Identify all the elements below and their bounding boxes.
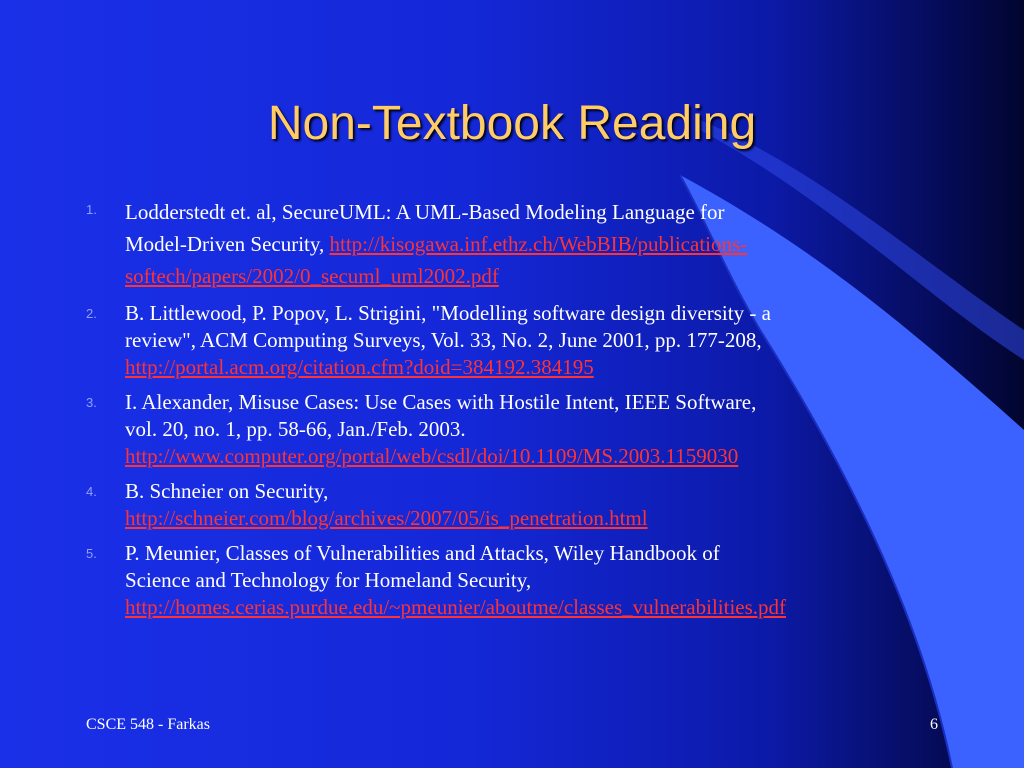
reference-link[interactable]: softech/papers/2002/0_secuml_uml2002.pdf	[125, 264, 499, 288]
reference-link[interactable]: http://schneier.com/blog/archives/2007/05/is_penetration.html	[125, 506, 648, 530]
reference-number: 5.	[86, 546, 97, 561]
reference-text: B. Littlewood, P. Popov, L. Strigini, "Modelling software design diversity - a	[125, 301, 771, 325]
reference-item	[86, 300, 916, 381]
reference-text: I. Alexander, Misuse Cases: Use Cases with Hostile Intent, IEEE Software,	[125, 390, 757, 414]
reference-number: 3.	[86, 395, 97, 410]
reference-text: P. Meunier, Classes of Vulnerabilities and Attacks, Wiley Handbook of	[125, 541, 720, 565]
slide-number: 6	[930, 716, 938, 733]
reference-item	[86, 389, 916, 470]
reference-text: Lodderstedt et. al, SecureUML: A UML-Based Modeling Language for	[125, 200, 725, 224]
reference-item	[86, 540, 916, 621]
reference-item	[86, 478, 916, 532]
reference-text: Model-Driven Security,	[125, 232, 330, 256]
reference-item	[86, 196, 916, 292]
slide-title: Non-Textbook Reading	[267, 97, 757, 150]
reference-text: vol. 20, no. 1, pp. 58-66, Jan./Feb. 2003.	[125, 417, 466, 441]
footer-course-label: CSCE 548 - Farkas	[86, 716, 210, 733]
reference-number: 1.	[86, 202, 97, 217]
reference-link[interactable]: http://kisogawa.inf.ethz.ch/WebBIB/publications-	[329, 232, 748, 256]
reference-number: 2.	[86, 306, 97, 321]
reference-list	[86, 196, 916, 629]
reference-text: Science and Technology for Homeland Security,	[125, 568, 532, 592]
reference-text-line	[125, 228, 916, 260]
reference-link[interactable]: http://www.computer.org/portal/web/csdl/doi/10.1109/MS.2003.1159030	[125, 444, 739, 468]
reference-text: review", ACM Computing Surveys, Vol. 33, No. 2, June 2001, pp. 177-208,	[125, 328, 762, 352]
reference-link[interactable]: http://homes.cerias.purdue.edu/~pmeunier/aboutme/classes_vulnerabilities.pdf	[125, 595, 787, 619]
reference-number: 4.	[86, 484, 97, 499]
reference-text: B. Schneier on Security,	[125, 479, 329, 503]
reference-link[interactable]: http://portal.acm.org/citation.cfm?doid=384192.384195	[125, 355, 594, 379]
